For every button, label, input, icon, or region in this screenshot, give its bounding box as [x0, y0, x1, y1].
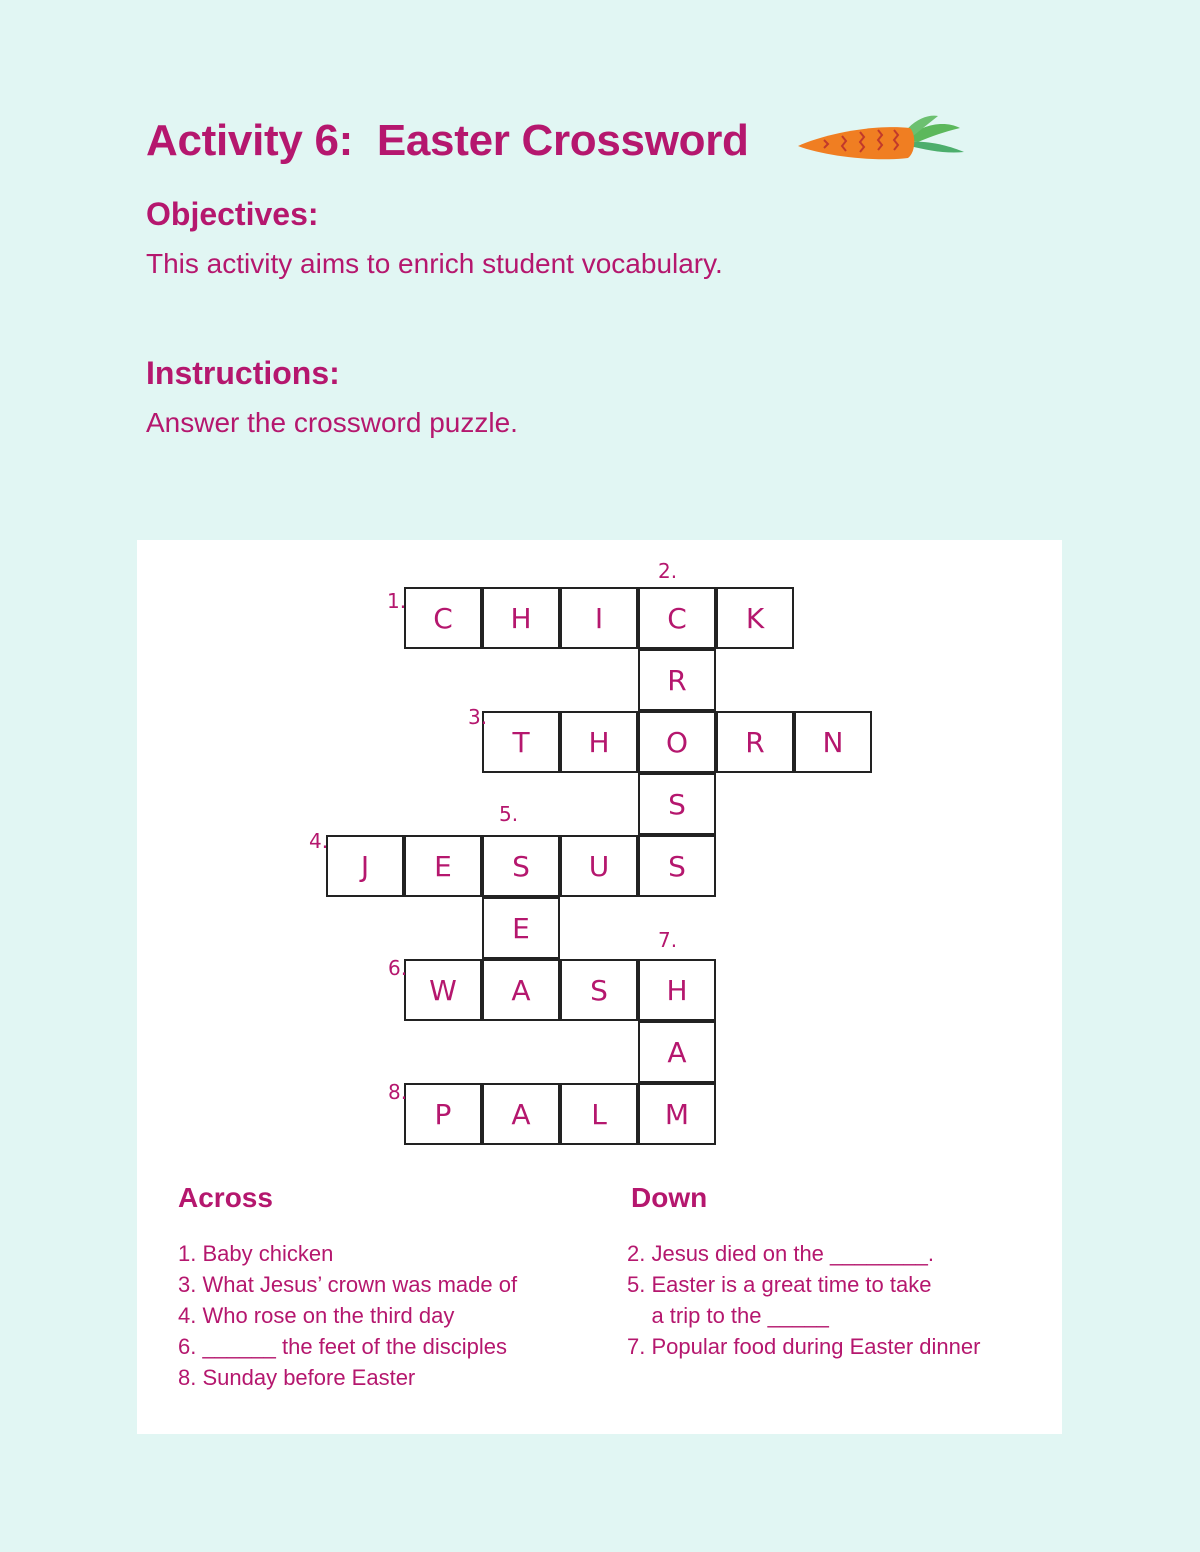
- crossword-cell[interactable]: H: [638, 959, 716, 1021]
- crossword-cell[interactable]: H: [560, 711, 638, 773]
- crossword-cell[interactable]: W: [404, 959, 482, 1021]
- clue-number: 4.: [309, 829, 329, 853]
- down-clue: 2. Jesus died on the ________.: [627, 1241, 935, 1266]
- page-title: Activity 6: Easter Crossword: [146, 116, 749, 165]
- down-clue: a trip to the _____: [627, 1303, 829, 1328]
- clue-number: 5.: [499, 802, 519, 826]
- across-clue: 4. Who rose on the third day: [178, 1303, 455, 1328]
- crossword-cell[interactable]: S: [560, 959, 638, 1021]
- across-clue: 6. ______ the feet of the disciples: [178, 1334, 508, 1359]
- crossword-cell[interactable]: U: [560, 835, 638, 897]
- across-clues: [178, 1238, 517, 1393]
- across-clue: 1. Baby chicken: [178, 1241, 334, 1266]
- crossword-cell[interactable]: A: [482, 959, 560, 1021]
- down-clues: [627, 1238, 980, 1362]
- down-clue: 5. Easter is a great time to take: [627, 1272, 932, 1297]
- crossword-cell[interactable]: E: [404, 835, 482, 897]
- crossword-cell[interactable]: A: [482, 1083, 560, 1145]
- across-clue: 8. Sunday before Easter: [178, 1365, 416, 1390]
- crossword-cell[interactable]: S: [638, 773, 716, 835]
- clue-number: 1.: [387, 589, 407, 613]
- crossword-cell[interactable]: T: [482, 711, 560, 773]
- across-clue: 3. What Jesus’ crown was made of: [178, 1272, 518, 1297]
- clue-number: 8.: [388, 1080, 408, 1104]
- crossword-cell[interactable]: J: [326, 835, 404, 897]
- clue-number: 7.: [658, 928, 678, 952]
- objectives-heading: Objectives:: [146, 196, 319, 232]
- crossword-cell[interactable]: K: [716, 587, 794, 649]
- crossword-cell[interactable]: R: [638, 649, 716, 711]
- crossword-cell[interactable]: R: [716, 711, 794, 773]
- crossword-cell[interactable]: C: [638, 587, 716, 649]
- crossword-cell[interactable]: H: [482, 587, 560, 649]
- carrot-icon: [794, 112, 966, 168]
- crossword-cell[interactable]: P: [404, 1083, 482, 1145]
- clue-number: 6.: [388, 956, 408, 980]
- instructions-heading: Instructions:: [146, 355, 340, 391]
- clue-number: 3.: [468, 705, 488, 729]
- down-heading: Down: [631, 1182, 708, 1213]
- crossword-cell[interactable]: S: [482, 835, 560, 897]
- objectives-text: This activity aims to enrich student vocabulary.: [146, 248, 723, 279]
- crossword-cell[interactable]: A: [638, 1021, 716, 1083]
- down-clue: 7. Popular food during Easter dinner: [627, 1334, 981, 1359]
- crossword-cell[interactable]: N: [794, 711, 872, 773]
- crossword-cell[interactable]: E: [482, 897, 560, 959]
- crossword-cell[interactable]: L: [560, 1083, 638, 1145]
- crossword-cell[interactable]: M: [638, 1083, 716, 1145]
- crossword-cell[interactable]: O: [638, 711, 716, 773]
- crossword-cell[interactable]: C: [404, 587, 482, 649]
- clue-number: 2.: [658, 559, 678, 583]
- crossword-card: [137, 540, 1062, 1434]
- instructions-text: Answer the crossword puzzle.: [146, 407, 518, 438]
- across-heading: Across: [178, 1182, 273, 1213]
- crossword-cell[interactable]: S: [638, 835, 716, 897]
- crossword-cell[interactable]: I: [560, 587, 638, 649]
